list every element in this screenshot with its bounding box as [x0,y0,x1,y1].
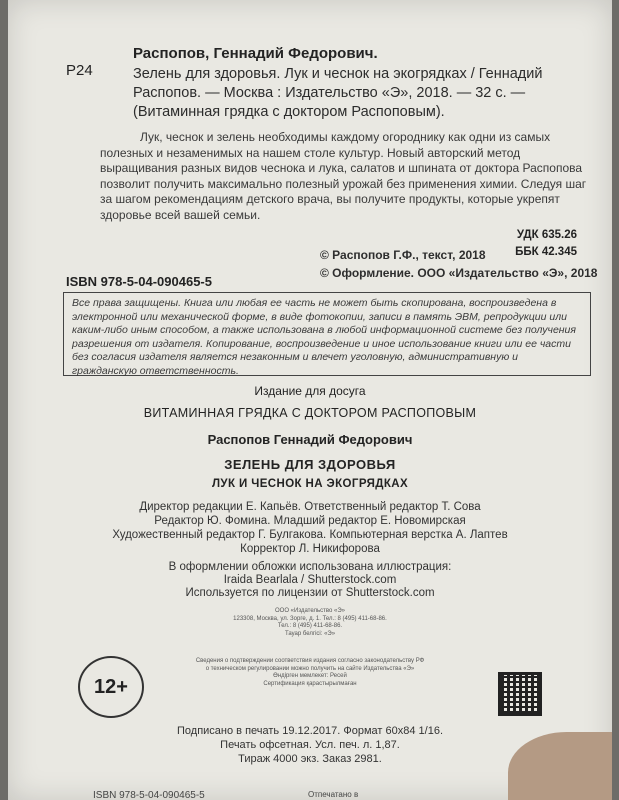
copyright-design: © Оформление. ООО «Издательство «Э», 2018 [320,266,598,280]
publisher-line: Сведения о подтверждении соответствия издания согласно законодательству РФ [195,658,425,664]
print-line: Печать офсетная. Усл. печ. л. 1,87. [220,739,400,751]
credit-line: Корректор Л. Никифорова [240,543,380,555]
cover-credit-line: Iraida Bearlala / Shutterstock.com [223,574,397,586]
qr-code-icon [498,672,542,716]
book-subtitle: ЛУК И ЧЕСНОК НА ЭКОГРЯДКАХ [211,478,409,490]
edition-type: Издание для досуга [254,384,366,398]
credit-line: Директор редакции Е. Капьёв. Ответственный редактор Т. Сова [139,501,481,513]
annotation: Лук, чеснок и зелень необходимы каждому огороднику как одни из самых полезных и незаменимых на нашем столе культур. Новый авторский метод выращивания разных видов чеснока и лука, салатов и шпината от доктора Распопова позволит получить максимально полезный урожай без применения химии. Следуя шаг за шагом рекомендациям детского врача, вы получите продукты, которые укрепят здоровье всей вашей семьи. [100,130,587,222]
book-imprint-page [8,0,612,800]
copyright-block [320,246,597,282]
print-line: Подписано в печать 19.12.2017. Формат 60x84 1/16. [177,725,443,737]
rights-notice: Все права защищены. Книга или любая ее часть не может быть скопирована, воспроизведена в электронной или механической форме, в виде фотокопии, записи в память ЭВМ, репродукции или каким-либо иным способом, а также использована в любой информационной системе без получения разрешения от издателя. Копирование, воспроизведение и иное использование книги или ее части без согласия издателя является незаконным и влечет уголовную, административную и гражданскую ответственность. [63,292,591,376]
author-heading: Распопов, Геннадий Федорович. [133,45,378,62]
credit-line: Художественный редактор Г. Булгакова. Компьютерная верстка А. Лаптев [112,529,508,541]
footer-note: Отпечатано в [308,790,359,799]
classification-code: Р24 [66,62,93,79]
cover-credit-line: Используется по лицензии от Shutterstock.com [185,587,435,599]
publisher-line: 123308, Москва, ул. Зорге, д. 1. Тел.: 8 (495) 411-68-86. [233,615,387,622]
publisher-line: ООО «Издательство «Э» [275,608,345,614]
cover-credit-line: В оформлении обложки использована иллюстрация: [168,561,452,573]
footer-isbn: ISBN 978-5-04-090465-5 [93,790,205,800]
editorial-credits [8,500,612,556]
book-title: ЗЕЛЕНЬ ДЛЯ ЗДОРОВЬЯ [224,457,396,472]
publisher-line: Өндірген мемлекет: Ресей [273,673,347,679]
series-title: ВИТАМИННАЯ ГРЯДКА С ДОКТОРОМ РАСПОПОВЫМ [143,406,477,420]
author-full-name: Распопов Геннадий Федорович [207,432,413,447]
credit-line: Редактор Ю. Фомина. Младший редактор Е. Новомирская [154,515,466,527]
publisher-line: о техническом регулировании можно получить на сайте Издательства «Э» [205,665,415,672]
bbk-code: ББК 42.345 [515,246,577,258]
publisher-line: Сертификация қарастырылмаған [263,680,357,687]
udk-code: УДК 635.26 [516,229,577,241]
isbn: ISBN 978-5-04-090465-5 [66,274,212,289]
cover-credits [8,561,612,600]
publisher-line: Тауар белгісі: «Э» [284,630,336,637]
age-rating-badge: 12+ [78,656,144,718]
publisher-line: Тел.: 8 (495) 411-68-86. [277,623,343,629]
bibliographic-description: Зелень для здоровья. Лук и чеснок на экогрядках / Геннадий Распопов. — Москва : Издательство «Э», 2018. — 32 с. — (Витаминная грядка с доктором Распоповым). [133,66,543,120]
print-line: Тираж 4000 экз. Заказ 2981. [238,753,382,765]
copyright-text: © Распопов Г.Ф., текст, 2018 [320,248,486,262]
